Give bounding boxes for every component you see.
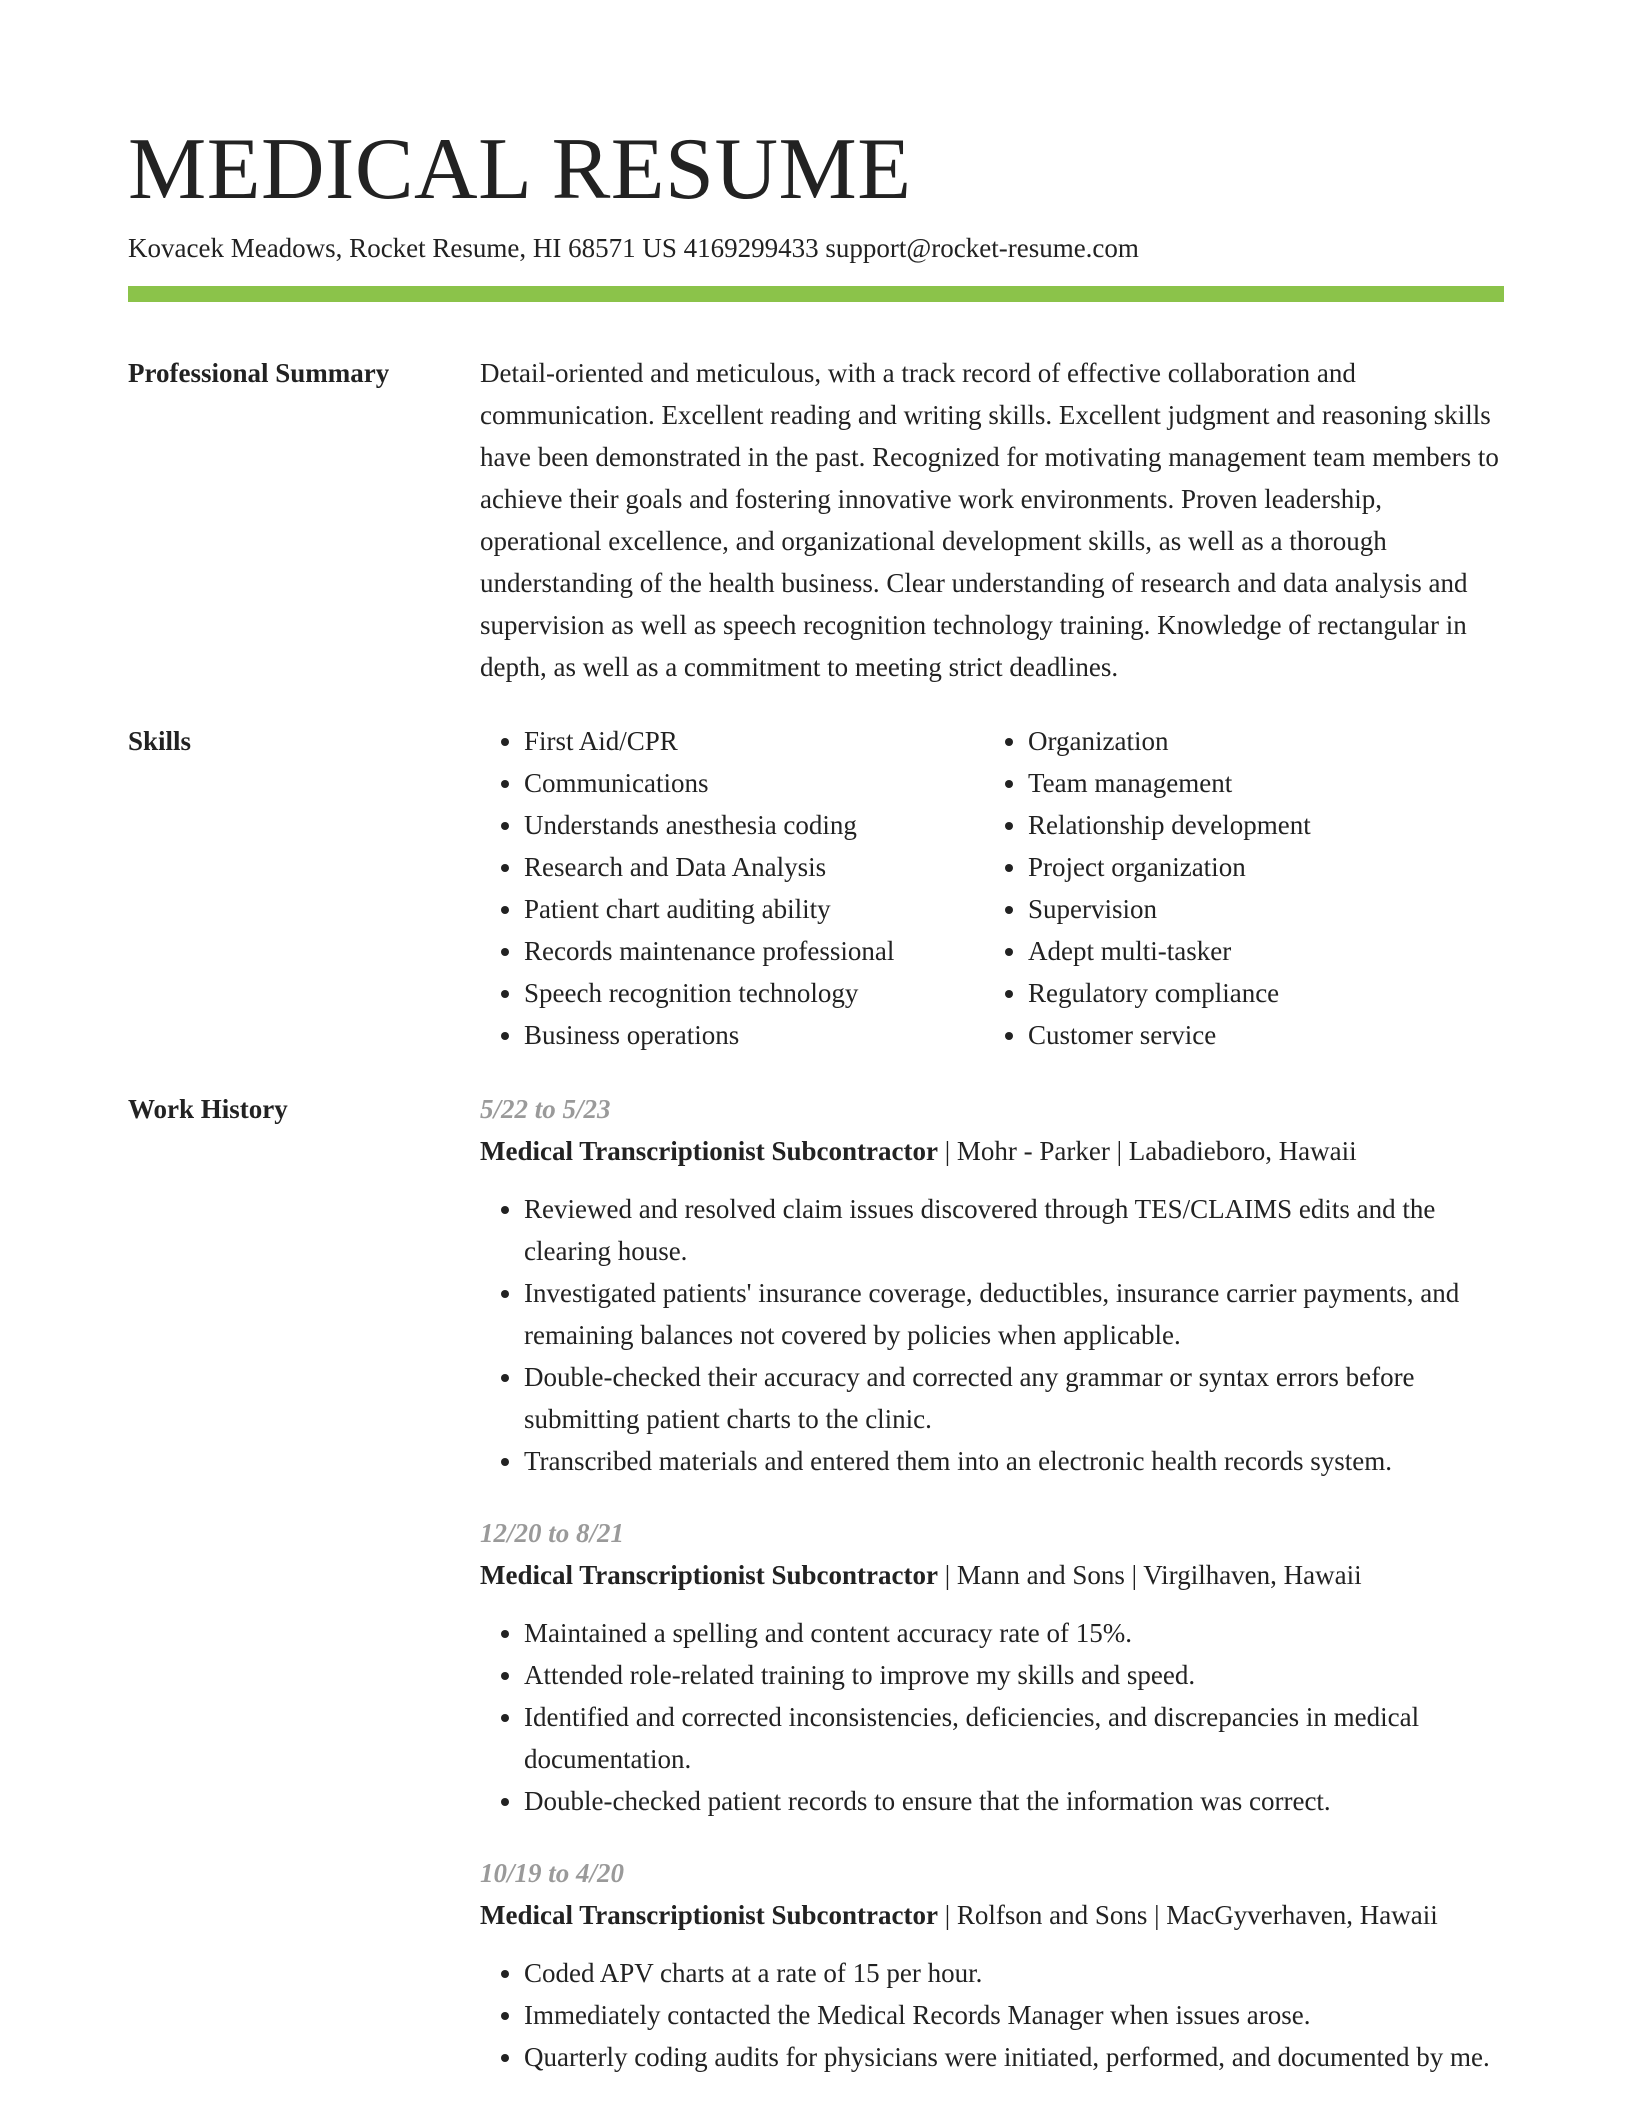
job-title: Medical Transcriptionist Subcontractor (480, 1560, 938, 1590)
skill-item: • Supervision (1028, 888, 1311, 930)
job-header (480, 1130, 1504, 1172)
skills-columns (480, 720, 1504, 1056)
job-bullet-list (480, 1952, 1504, 2078)
skill-item: • First Aid/CPR (524, 720, 984, 762)
skill-item: • Speech recognition technology (524, 972, 984, 1014)
professional-summary-text: Detail-oriented and meticulous, with a track record of effective collaboration and communication. Excellent reading and writing skills. Excellent judgment and reasoning skills have been demonstrated in the past. Recognized for motivating management team members to achieve their goals and fostering innovative work environments. Proven leadership, operational excellence, and organizational development skills, as well as a thorough understanding of the health business. Clear understanding of research and data analysis and supervision as well as speech recognition technology training. Knowledge of rectangular in depth, as well as a commitment to meeting strict deadlines. (480, 358, 1499, 682)
work-history-body (480, 1088, 1504, 2078)
skill-item: • Research and Data Analysis (524, 846, 984, 888)
job-bullet: • Maintained a spelling and content accuracy rate of 15%. (524, 1612, 1504, 1654)
skill-item: • Understands anesthesia coding (524, 804, 984, 846)
skill-item: • Organization (1028, 720, 1311, 762)
skill-item: • Adept multi-tasker (1028, 930, 1311, 972)
job-title: Medical Transcriptionist Subcontractor (480, 1136, 938, 1166)
accent-divider (128, 286, 1504, 302)
skill-item: • Customer service (1028, 1014, 1311, 1056)
skill-item: • Records maintenance professional (524, 930, 984, 972)
professional-summary-body (480, 352, 1504, 688)
job-bullet-list (480, 1612, 1504, 1822)
skill-item: • Business operations (524, 1014, 984, 1056)
job-bullet: • Attended role-related training to improve my skills and speed. (524, 1654, 1504, 1696)
skill-item: • Regulatory compliance (1028, 972, 1311, 1014)
job-bullet: • Transcribed materials and entered them into an electronic health records system. (524, 1440, 1504, 1482)
contact-info: Kovacek Meadows, Rocket Resume, HI 68571 US 4169299433 support@rocket-resume.com (128, 233, 1139, 263)
skills-section (128, 720, 1504, 1056)
work-history-section (128, 1088, 1504, 2078)
job-details: | Mohr - Parker | Labadieboro, Hawaii (937, 1136, 1357, 1166)
resume-title: MEDICAL RESUME (128, 121, 912, 218)
job-details: | Rolfson and Sons | MacGyverhaven, Hawaii (937, 1900, 1438, 1930)
skill-item: • Patient chart auditing ability (524, 888, 984, 930)
skill-item: • Relationship development (1028, 804, 1311, 846)
job-entry (480, 1512, 1504, 1822)
job-date: 10/19 to 4/20 (480, 1858, 625, 1888)
job-bullet: • Quarterly coding audits for physicians were initiated, performed, and documented by me. (524, 2036, 1504, 2078)
job-entry (480, 1088, 1504, 1482)
job-details: | Mann and Sons | Virgilhaven, Hawaii (937, 1560, 1362, 1590)
job-bullet: • Double-checked their accuracy and corrected any grammar or syntax errors before submitting patient charts to the clinic. (524, 1356, 1504, 1440)
skill-item: • Project organization (1028, 846, 1311, 888)
skills-list-left (480, 720, 984, 1056)
job-bullet: • Reviewed and resolved claim issues discovered through TES/CLAIMS edits and the clearing house. (524, 1188, 1504, 1272)
job-bullet: • Coded APV charts at a rate of 15 per hour. (524, 1952, 1504, 1994)
work-history-heading: Work History (128, 1094, 288, 1124)
professional-summary-section (128, 352, 1504, 688)
job-header (480, 1554, 1504, 1596)
skill-item: • Team management (1028, 762, 1311, 804)
skill-item: • Communications (524, 762, 984, 804)
job-entry (480, 1852, 1504, 2078)
job-bullet: • Investigated patients' insurance coverage, deductibles, insurance carrier payments, and remaining balances not covered by policies when applicable. (524, 1272, 1504, 1356)
job-title: Medical Transcriptionist Subcontractor (480, 1900, 938, 1930)
job-bullet-list (480, 1188, 1504, 1482)
job-bullet: • Double-checked patient records to ensure that the information was correct. (524, 1780, 1504, 1822)
job-bullet: • Immediately contacted the Medical Records Manager when issues arose. (524, 1994, 1504, 2036)
job-header (480, 1894, 1504, 1936)
professional-summary-heading: Professional Summary (128, 358, 390, 388)
job-bullet: • Identified and corrected inconsistencies, deficiencies, and discrepancies in medical documentation. (524, 1696, 1504, 1780)
skills-list-right (984, 720, 1311, 1056)
skills-heading: Skills (128, 726, 192, 756)
job-date: 5/22 to 5/23 (480, 1094, 611, 1124)
job-date: 12/20 to 8/21 (480, 1518, 625, 1548)
